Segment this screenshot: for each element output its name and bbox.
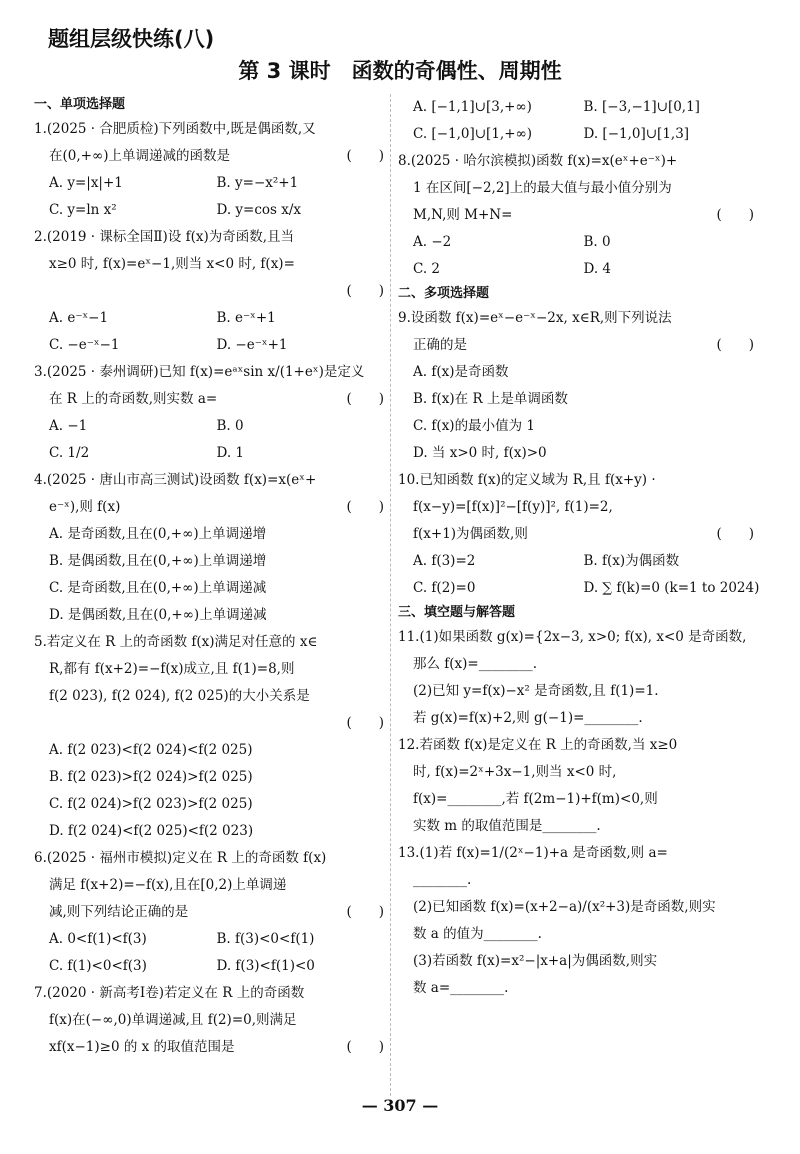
question-9 bbox=[398, 305, 754, 467]
option-c: C. y=ln x² bbox=[49, 202, 117, 218]
question-text: xf(x−1)≥0 的 x 的取值范围是 ( ) bbox=[34, 1034, 384, 1061]
option-b: B. f(x)在 R 上是单调函数 bbox=[413, 391, 568, 407]
question-text: f(x+1)为偶函数,则 ( ) bbox=[398, 521, 754, 548]
question-text: 11.(1)如果函数 g(x)={2x−3, x>0; f(x), x<0 是奇函数, bbox=[398, 629, 747, 645]
option-d: D. f(3)<f(1)<0 bbox=[216, 958, 315, 974]
question-text: 正确的是 ( ) bbox=[398, 332, 754, 359]
option-a: A. −1 bbox=[49, 418, 88, 434]
question-text: 实数 m 的取值范围是________. bbox=[413, 818, 601, 834]
question-text: 1.(2025 · 合肥质检)下列函数中,既是偶函数,又 bbox=[34, 121, 316, 137]
question-text: ________. bbox=[413, 872, 472, 888]
question-text: 时, f(x)=2ˣ+3x−1,则当 x<0 时, bbox=[413, 764, 617, 780]
option-c: C. 1/2 bbox=[49, 445, 90, 461]
question-text: 5.若定义在 R 上的奇函数 f(x)满足对任意的 x∈ bbox=[34, 634, 318, 650]
question-7 bbox=[34, 980, 384, 1061]
column-divider bbox=[390, 94, 391, 1096]
option-a: A. f(x)是奇函数 bbox=[413, 364, 509, 380]
option-c: C. 2 bbox=[413, 261, 441, 277]
question-text: 6.(2025 · 福州市模拟)定义在 R 上的奇函数 f(x) bbox=[34, 850, 327, 866]
option-a: A. e⁻ˣ−1 bbox=[49, 310, 109, 326]
question-text: 13.(1)若 f(x)=1/(2ˣ−1)+a 是奇函数,则 a= bbox=[398, 845, 668, 861]
option-a: A. −2 bbox=[413, 234, 452, 250]
question-text: 10.已知函数 f(x)的定义域为 R,且 f(x+y) · bbox=[398, 472, 656, 488]
question-text: 9.设函数 f(x)=eˣ−e⁻ˣ−2x, x∈R,则下列说法 bbox=[398, 310, 672, 326]
question-text: 8.(2025 · 哈尔滨模拟)函数 f(x)=x(eˣ+e⁻ˣ)+ bbox=[398, 153, 678, 169]
answer-bracket: ( ) bbox=[346, 715, 384, 731]
page-number: — 307 — bbox=[361, 1096, 439, 1115]
question-text: f(x)=________,若 f(2m−1)+f(m)<0,则 bbox=[413, 791, 658, 807]
option-c: C. −e⁻ˣ−1 bbox=[49, 337, 120, 353]
option-d: D. −e⁻ˣ+1 bbox=[216, 337, 288, 353]
question-text: f(x)在(−∞,0)单调递减,且 f(2)=0,则满足 bbox=[49, 1012, 297, 1028]
answer-bracket: ( ) bbox=[716, 207, 754, 223]
option-c: C. f(2)=0 bbox=[413, 580, 476, 596]
option-a: A. 是奇函数,且在(0,+∞)上单调递增 bbox=[49, 526, 267, 542]
section-heading: 一、单项选择题 bbox=[34, 97, 126, 112]
option-c: C. [−1,0]∪[1,+∞) bbox=[413, 126, 533, 142]
option-b: B. f(x)为偶函数 bbox=[583, 553, 680, 569]
option-d: D. y=cos x/x bbox=[216, 202, 302, 218]
question-text: x≥0 时, f(x)=eˣ−1,则当 x<0 时, f(x)= bbox=[49, 256, 295, 272]
option-b: B. [−3,−1]∪[0,1] bbox=[583, 99, 700, 115]
question-text: e⁻ˣ),则 f(x) ( ) bbox=[34, 494, 384, 521]
question-text: 减,则下列结论正确的是 ( ) bbox=[34, 899, 384, 926]
option-b: B. y=−x²+1 bbox=[216, 175, 299, 191]
question-text: 数 a=________. bbox=[413, 980, 509, 996]
lesson-title: 第 3 课时 函数的奇偶性、周期性 bbox=[238, 59, 562, 83]
question-text: (3)若函数 f(x)=x²−|x+a|为偶函数,则实 bbox=[413, 953, 658, 969]
question-10 bbox=[398, 467, 760, 602]
option-c: C. f(1)<0<f(3) bbox=[49, 958, 147, 974]
question-text: (2)已知 y=f(x)−x² 是奇函数,且 f(1)=1. bbox=[413, 683, 659, 699]
option-c: C. 是奇函数,且在(0,+∞)上单调递减 bbox=[49, 580, 267, 596]
option-d: D. f(2 024)<f(2 025)<f(2 023) bbox=[49, 823, 254, 839]
question-11 bbox=[398, 624, 754, 732]
option-b: B. f(2 023)>f(2 024)>f(2 025) bbox=[49, 769, 253, 785]
question-text: 数 a 的值为________. bbox=[413, 926, 542, 942]
question-text: 在 R 上的奇函数,则实数 a= ( ) bbox=[34, 386, 384, 413]
question-text: R,都有 f(x+2)=−f(x)成立,且 f(1)=8,则 bbox=[49, 661, 295, 677]
option-d: D. 当 x>0 时, f(x)>0 bbox=[413, 445, 547, 461]
question-text: 若 g(x)=f(x)+2,则 g(−1)=________. bbox=[413, 710, 643, 726]
question-text: 12.若函数 f(x)是定义在 R 上的奇函数,当 x≥0 bbox=[398, 737, 678, 753]
question-text: (2)已知函数 f(x)=(x+2−a)/(x²+3)是奇函数,则实 bbox=[413, 899, 716, 915]
option-b: B. 0 bbox=[216, 418, 244, 434]
question-5 bbox=[34, 629, 384, 845]
question-text: 2.(2019 · 课标全国Ⅱ)设 f(x)为奇函数,且当 bbox=[34, 229, 295, 245]
question-text: 7.(2020 · 新高考Ⅰ卷)若定义在 R 上的奇函数 bbox=[34, 985, 305, 1001]
option-c: C. f(x)的最小值为 1 bbox=[413, 418, 535, 434]
answer-bracket: ( ) bbox=[716, 526, 754, 542]
answer-bracket: ( ) bbox=[716, 337, 754, 353]
option-b: B. f(3)<0<f(1) bbox=[216, 931, 315, 947]
option-a: A. f(3)=2 bbox=[413, 553, 476, 569]
option-b: B. 0 bbox=[583, 234, 611, 250]
section-heading: 二、多项选择题 bbox=[398, 286, 490, 301]
question-1 bbox=[34, 116, 384, 224]
answer-bracket: ( ) bbox=[346, 391, 384, 407]
option-b: B. 是偶函数,且在(0,+∞)上单调递增 bbox=[49, 553, 267, 569]
option-c: C. f(2 024)>f(2 023)>f(2 025) bbox=[49, 796, 253, 812]
question-text: 3.(2025 · 泰州调研)已知 f(x)=eᵃˣsin x/(1+eˣ)是定义 bbox=[34, 364, 365, 380]
question-text: 4.(2025 · 唐山市高三测试)设函数 f(x)=x(eˣ+ bbox=[34, 472, 317, 488]
question-text: M,N,则 M+N= ( ) bbox=[398, 202, 754, 229]
option-d: D. 是偶函数,且在(0,+∞)上单调递减 bbox=[49, 607, 267, 623]
question-2 bbox=[34, 224, 384, 359]
question-text: f(2 023), f(2 024), f(2 025)的大小关系是 bbox=[49, 688, 310, 704]
question-6 bbox=[34, 845, 384, 980]
option-d: D. 4 bbox=[583, 261, 612, 277]
question-4 bbox=[34, 467, 384, 629]
option-a: A. y=|x|+1 bbox=[49, 175, 123, 191]
question-text: 1 在区间[−2,2]上的最大值与最小值分别为 bbox=[413, 180, 672, 196]
question-text: f(x−y)=[f(x)]²−[f(y)]², f(1)=2, bbox=[413, 499, 613, 515]
question-text: 在(0,+∞)上单调递减的函数是 ( ) bbox=[34, 143, 384, 170]
answer-bracket: ( ) bbox=[346, 1039, 384, 1055]
answer-bracket: ( ) bbox=[346, 904, 384, 920]
question-text: 满足 f(x+2)=−f(x),且在[0,2)上单调递 bbox=[49, 877, 287, 893]
answer-bracket: ( ) bbox=[346, 499, 384, 515]
option-a: A. [−1,1]∪[3,+∞) bbox=[413, 99, 532, 115]
answer-bracket: ( ) bbox=[346, 283, 384, 299]
option-d: D. [−1,0]∪[1,3] bbox=[583, 126, 690, 142]
question-8 bbox=[398, 148, 754, 283]
series-title: 题组层级快练(八) bbox=[48, 27, 215, 51]
question-12 bbox=[398, 732, 754, 840]
answer-bracket: ( ) bbox=[346, 148, 384, 164]
question-3 bbox=[34, 359, 384, 467]
option-a: A. f(2 023)<f(2 024)<f(2 025) bbox=[49, 742, 253, 758]
question-13 bbox=[398, 840, 754, 1002]
option-b: B. e⁻ˣ+1 bbox=[216, 310, 276, 326]
option-d: D. ∑ f(k)=0 (k=1 to 2024) bbox=[583, 580, 760, 596]
section-heading: 三、填空题与解答题 bbox=[398, 605, 516, 620]
right-column bbox=[398, 94, 760, 1002]
option-a: A. 0<f(1)<f(3) bbox=[49, 931, 147, 947]
question-text: 那么 f(x)=________. bbox=[413, 656, 538, 672]
option-d: D. 1 bbox=[216, 445, 245, 461]
left-column bbox=[34, 94, 384, 1061]
